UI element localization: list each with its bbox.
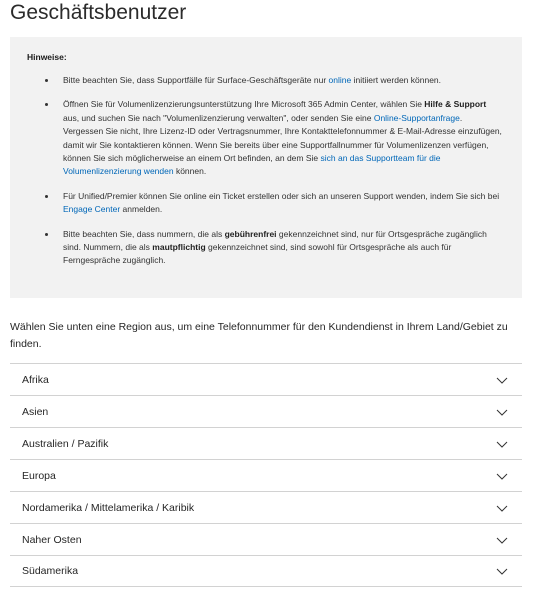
region-label: Südamerika: [22, 565, 79, 577]
notice-text: Öffnen Sie für Volumenlizenzierungsunterstützung Ihre Microsoft 365 Admin Center, wählen Sie: [63, 99, 425, 110]
region-label: Asien: [22, 405, 49, 418]
region-row-nordamerika[interactable]: [10, 491, 522, 523]
chevron-down-icon: [496, 565, 508, 577]
chevron-down-icon: [496, 534, 508, 546]
notice-item-toll-free: [45, 228, 504, 268]
notice-text: gekennzeichnet sind, nur für Ortsgespräche zugänglich sind. Nummern, die als: [63, 228, 487, 253]
chevron-down-icon: [496, 470, 508, 482]
toll-charged-emphasis: mautpflichtig: [152, 242, 206, 253]
chevron-down-icon: [496, 502, 508, 514]
notice-heading: Hinweise:: [27, 52, 67, 62]
page-title: Geschäftsbenutzer: [10, 1, 187, 24]
notice-text: . Vergessen Sie nicht, Ihre Lizenz-ID oder Vertragsnummer, Ihre Kontakttelefonnummer & E-Mail-Adresse einzufügen, damit wir Sie kontaktieren können. Wenn Sie bereits über eine Supportfallnummer für Volumenlizenzen verfügen, können Sie sich möglicherweise an einem Ort befinden, an dem Sie: [63, 112, 502, 164]
notice-item-volume-licensing: [45, 98, 504, 178]
region-label: Afrika: [22, 373, 49, 386]
notice-box: [10, 37, 522, 298]
region-row-suedamerika[interactable]: [10, 555, 522, 587]
region-label: Europa: [22, 469, 56, 482]
notice-item-unified-premier: [45, 190, 504, 217]
online-support-request-link[interactable]: Online-Supportanfrage: [373, 112, 460, 123]
chevron-down-icon: [496, 406, 508, 418]
notice-item-surface: [45, 74, 504, 87]
notice-text: aus, und suchen Sie nach "Volumenlizenzierung verwalten", oder senden Sie eine: [63, 112, 374, 123]
help-support-emphasis: Hilfe & Support: [424, 99, 487, 110]
region-label: Nordamerika / Mittelamerika / Karibik: [22, 501, 195, 514]
region-row-naher-osten[interactable]: [10, 523, 522, 555]
notice-text: Bitte beachten Sie, dass nummern, die als: [63, 228, 225, 239]
region-row-australien-pazifik[interactable]: [10, 427, 522, 459]
online-link[interactable]: online: [328, 75, 352, 85]
notice-text: gekennzeichnet sind, sind sowohl für Ortsgespräche als auch für Ferngespräche zugänglich.: [63, 242, 452, 266]
toll-free-emphasis: gebührenfrei: [224, 228, 277, 239]
chevron-down-icon: [496, 374, 508, 386]
notice-text: können.: [173, 166, 207, 177]
notice-text: Bitte beachten Sie, dass Supportfälle für Surface-Geschäftsgeräte nur: [63, 75, 329, 85]
notice-list: [27, 74, 504, 268]
notice-text: anmelden.: [120, 204, 163, 215]
notice-text: initiiert werden können.: [351, 75, 442, 85]
region-row-europa[interactable]: [10, 459, 522, 491]
region-intro-text: Wählen Sie unten eine Region aus, um eine Telefonnummer für den Kundendienst in Ihrem Land/Gebiet zu finden.: [10, 321, 508, 350]
region-row-afrika[interactable]: [10, 363, 522, 395]
region-label: Australien / Pazifik: [22, 437, 109, 450]
chevron-down-icon: [496, 438, 508, 450]
contact-volume-licensing-link[interactable]: sich an das Supportteam für die Volumenlizenzierung wenden: [63, 153, 441, 177]
notice-text: Für Unified/Premier können Sie online ein Ticket erstellen oder sich an unseren Support wenden, indem Sie sich bei: [63, 190, 500, 201]
region-row-asien[interactable]: [10, 395, 522, 427]
region-accordion: [10, 363, 522, 587]
engage-center-link[interactable]: Engage Center: [63, 204, 121, 215]
region-label: Naher Osten: [22, 533, 82, 546]
